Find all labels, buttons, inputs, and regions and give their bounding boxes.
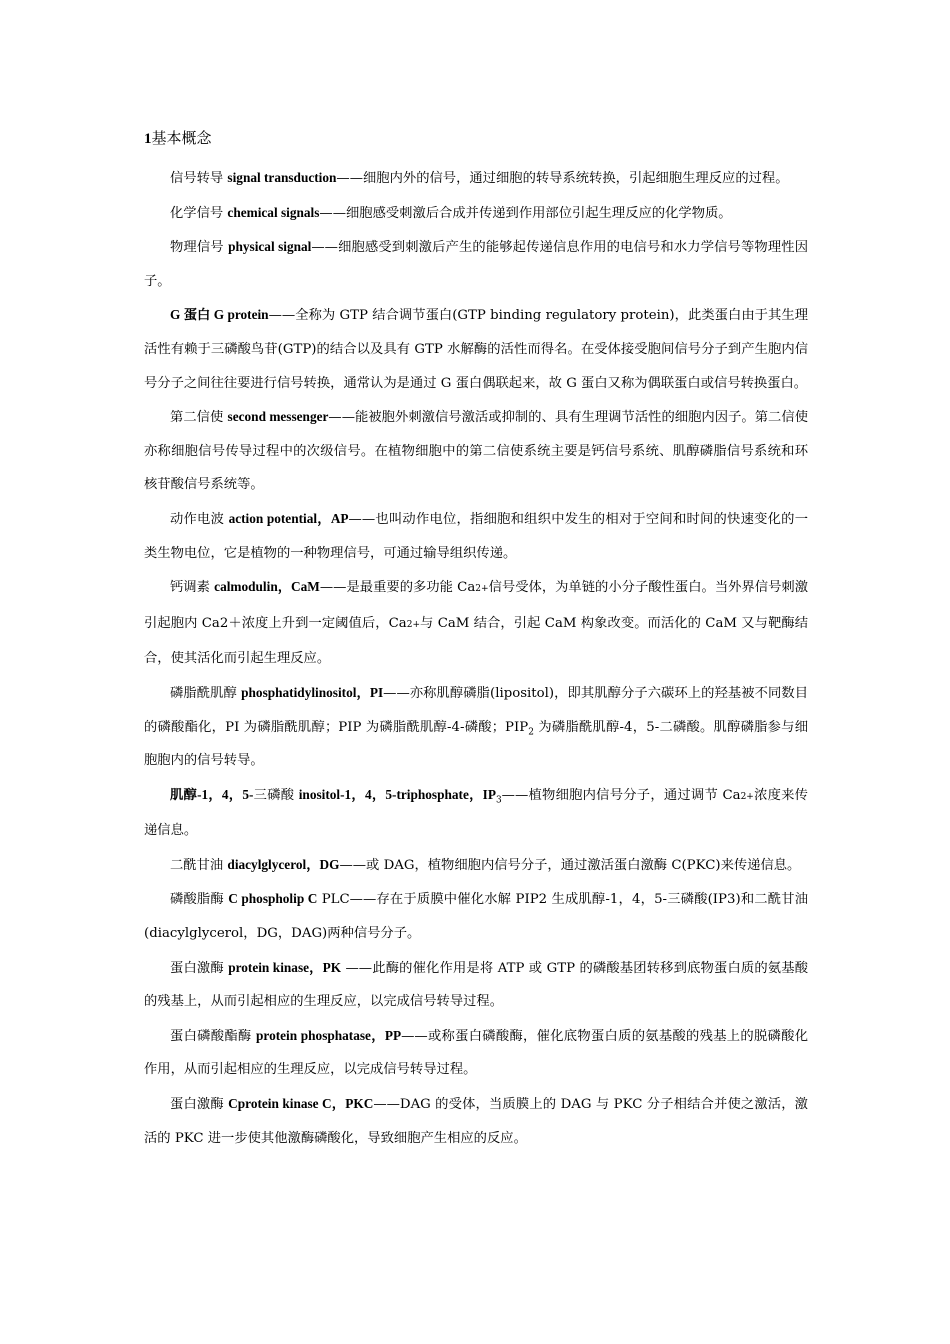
term-en: calmodulin，CaM	[214, 579, 320, 595]
term-en: protein phosphatase，PP	[256, 1027, 402, 1043]
definition-protein-kinase	[144, 951, 808, 1019]
term-zh: 钙调素	[170, 580, 215, 596]
term-zh: 化学信号	[170, 205, 228, 221]
definition-text: ——细胞感受到刺激后产生的能够起传递信息作用的电信号和水力学信号等物理性因子。	[144, 240, 808, 289]
term-en: 肌醇-1，4，5-	[170, 786, 254, 802]
definition-diacylglycerol	[144, 848, 808, 883]
definition-text: PLC——存在于质膜中催化水解 PIP2 生成肌醇-1，4，5-三磷酸(IP3)和二酰甘油(diacylglycerol，DG，DAG)两种信号分子。	[144, 892, 808, 942]
term-zh: 第二信使	[170, 410, 228, 426]
definition-protein-phosphatase	[144, 1019, 808, 1087]
definition-text: ——也叫动作电位，指细胞和组织中发生的相对于空间和时间的快速变化的一类生物电位，它是植物的一种物理信号，可通过输导组织传递。	[144, 511, 808, 561]
term-zh: 蛋白磷酸酯酶	[170, 1028, 257, 1044]
term-en: Cprotein kinase C，PKC	[228, 1096, 374, 1112]
subscript: 2	[528, 727, 534, 738]
definition-text: ——能被胞外刺激信号激活或抑制的、具有生理调节活性的细胞内因子。第二信使亦称细胞信号传导过程中的次级信号。在植物细胞中的第二信使系统主要是钙信号系统、肌醇磷脂信号系统和环核苷酸信号系统等。	[144, 410, 808, 493]
term-en: C phospholip C	[228, 891, 318, 907]
definition-ip3	[144, 778, 808, 848]
definition-text: ——亦称肌醇磷脂(lipositol)，即其肌醇分子六碳环上的羟基被不同数目的磷酸酯化，PI 为磷脂酰肌醇；PIP 为磷脂酰肌醇-4-磷酸；PIP	[144, 685, 809, 735]
term-en: signal transduction	[227, 170, 337, 185]
term-zh: 三磷酸	[253, 787, 299, 803]
definition-calmodulin	[144, 570, 808, 676]
term-en: physical signal	[228, 239, 312, 255]
term-en: action potential，AP	[228, 510, 349, 526]
definition-text: 与 CaM 结合，引起 CaM 构象改变。而活化的 CaM 又与靶酶结合，使其活化而引起生理反应。	[144, 615, 808, 667]
definition-action-potential	[144, 502, 808, 570]
definition-text: ——植物细胞内信号分子，通过调节 Ca	[501, 787, 741, 803]
definition-text: ——全称为 GTP 结合调节蛋白(GTP binding regulatory protein)，此类蛋白由于其生理活性有赖于三磷酸鸟苷(GTP)的结合以及具有 GTP 水解酶的活性而得名。在受体接受胞间信号分子到产生胞内信号分子之间往往要进行信号转换，通常认为是通过 G 蛋白偶联起来，故 G 蛋白又称为偶联蛋白或信号转换蛋白。	[144, 308, 808, 391]
section-number: 1	[144, 131, 152, 147]
subscript: 3	[495, 795, 502, 806]
definition-signal-transduction	[144, 161, 808, 196]
term-zh: 信号转导	[170, 171, 228, 186]
definition-physical-signal	[144, 230, 808, 298]
term-en: G 蛋白 G protein	[170, 307, 269, 323]
definition-text: ——细胞内外的信号，通过细胞的转导系统转换，引起细胞生理反应的过程。	[336, 171, 789, 186]
definition-text: 信号受体，为单链的小分子酸性蛋白。当外界信号刺激引起胞内 Ca2＋浓度上升到一定阈值后，Ca	[144, 580, 808, 631]
definition-text: ——或 DAG，植物细胞内信号分子，通过激活蛋白激酶 C(PKC)来传递信息。	[339, 857, 801, 873]
term-zh: 二酰甘油	[170, 857, 228, 873]
term-en: second messenger	[227, 409, 329, 425]
superscript: 2+	[740, 791, 754, 802]
term-zh: 蛋白激酶	[170, 960, 229, 976]
term-zh: 物理信号	[170, 240, 229, 256]
term-en: chemical signals	[227, 204, 320, 220]
definition-text: 浓度来传递信息。	[144, 787, 808, 839]
section-title: 基本概念	[151, 129, 212, 147]
term-zh: 磷酸脂酶	[170, 892, 229, 908]
definition-phospholipase-c	[144, 882, 808, 950]
term-en: inositol-1，4，5-triphosphate，IP	[298, 786, 496, 802]
superscript: 2+	[406, 619, 420, 630]
definition-chemical-signals	[144, 196, 808, 231]
definition-text: ——是最重要的多功能 Ca	[319, 580, 476, 596]
term-en: phosphatidylinositol，PI	[241, 684, 384, 700]
definition-protein-kinase-c	[144, 1087, 808, 1155]
definition-second-messenger	[144, 400, 808, 502]
term-en: protein kinase，PK	[228, 959, 342, 975]
definition-text: ——细胞感受刺激后合成并传递到作用部位引起生理反应的化学物质。	[319, 205, 732, 221]
definition-text: ——此酶的催化作用是将 ATP 或 GTP 的磷酸基团转移到底物蛋白质的氨基酸的残基上，从而引起相应的生理反应，以完成信号转导过程。	[144, 960, 809, 1010]
term-zh: 动作电波	[170, 511, 229, 527]
definition-text: ——DAG 的受体，当质膜上的 DAG 与 PKC 分子相结合并使之激活，激活的 PKC 进一步使其他激酶磷酸化，导致细胞产生相应的反应。	[144, 1097, 808, 1146]
definition-phosphatidylinositol	[144, 676, 808, 778]
term-en: diacylglycerol，DG	[227, 856, 340, 872]
document-body	[144, 126, 808, 1155]
definition-text: ——或称蛋白磷酸酶，催化底物蛋白质的氨基酸的残基上的脱磷酸化作用，从而引起相应的生理反应，以完成信号转导过程。	[144, 1028, 808, 1078]
section-heading	[144, 126, 808, 151]
definition-g-protein	[144, 298, 808, 400]
term-zh: 磷脂酰肌醇	[170, 685, 242, 701]
definition-text: 为磷脂酰肌醇-4，5-二磷酸。肌醇磷脂参与细胞胞内的信号转导。	[144, 719, 808, 769]
superscript: 2+	[475, 584, 489, 595]
term-zh: 蛋白激酶	[170, 1097, 229, 1113]
